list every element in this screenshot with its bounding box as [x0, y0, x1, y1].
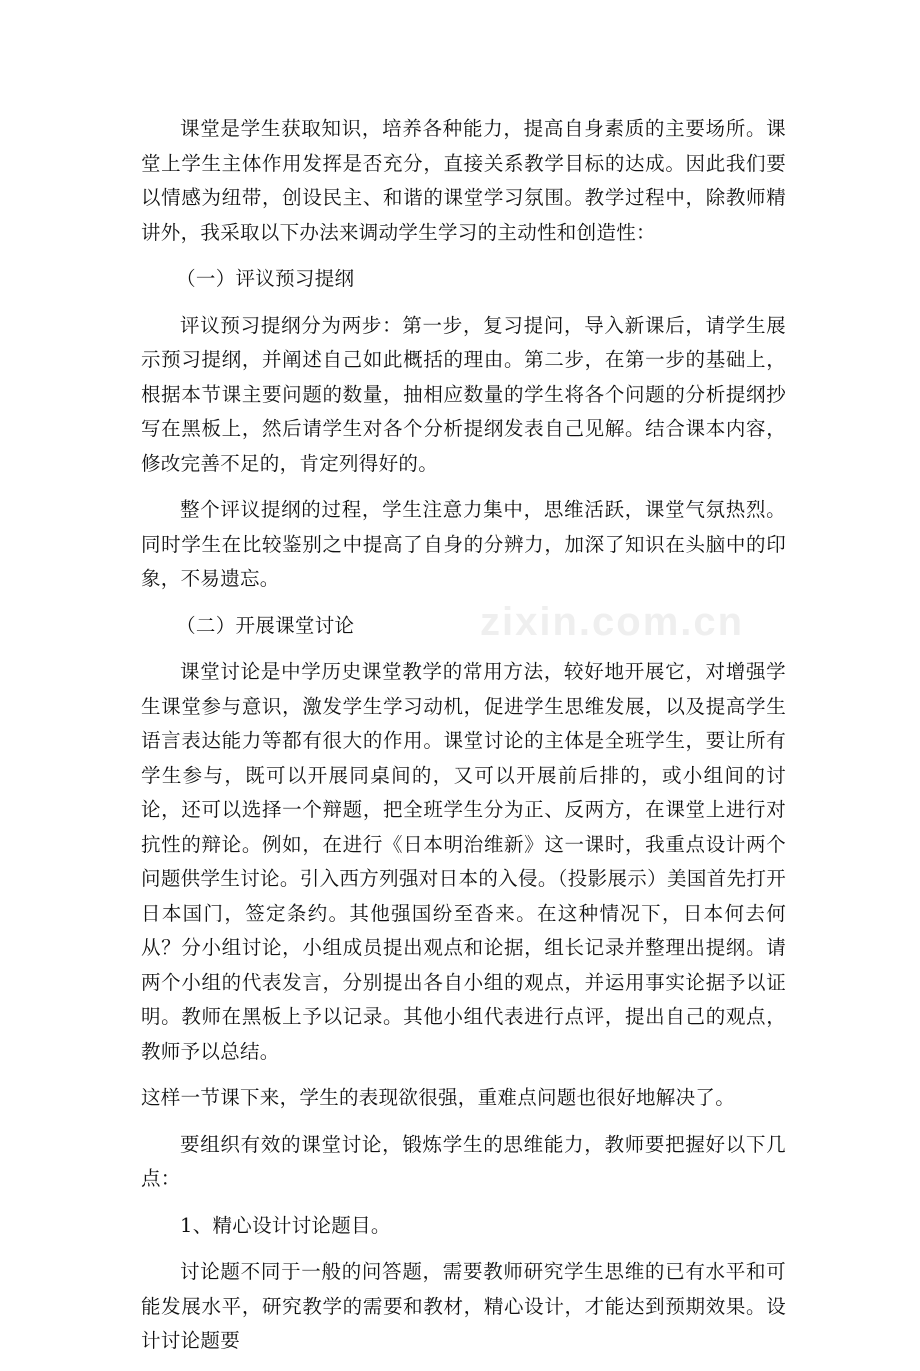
intro-paragraph: 课堂是学生获取知识，培养各种能力，提高自身素质的主要场所。课堂上学生主体作用发挥是否充分，直接关系教学目标的达成。因此我们要以情感为纽带，创设民主、和谐的课堂学习氛围。教学过程中，除教师精讲外，我采取以下办法来调动学生学习的主动性和创造性： — [141, 117, 786, 244]
section-heading-1: （一）评议预习提纲 — [176, 267, 355, 290]
document-body — [141, 112, 786, 1371]
section-heading-2: （二）开展课堂讨论 — [176, 613, 355, 637]
paragraph-discussion: 课堂讨论是中学历史课堂教学的常用方法，较好地开展它，对增强学生课堂参与意识，激发学生学习动机，促进学生思维发展，以及提高学生语言表达能力等都有很大的作用。课堂讨论的主体是全班学生，要让所有学生参与，既可以开展同桌间的，又可以开展前后排的，或小组间的讨论，还可以选择一个辩题，把全班学生分为正、反两方，在课堂上进行对抗性的辩论。例如，在进行《日本明治维新》这一课时，我重点设计两个问题供学生讨论。引入西方列强对日本的入侵。（投影展示）美国首先打开日本国门，签定条约。其他强国纷至沓来。在这种情况下，日本何去何从？分小组讨论，小组成员提出观点和论据，组长记录并整理出提纲。请两个小组的代表发言，分别提出各自小组的观点，并运用事实论据予以证明。教师在黑板上予以记录。其他小组代表进行点评，提出自己的观点，教师予以总结。 — [141, 660, 786, 1063]
paragraph-summary: 这样一节课下来，学生的表现欲很强，重难点问题也很好地解决了。 — [141, 1086, 736, 1109]
paragraph-outline-steps: 评议预习提纲分为两步：第一步，复习提问，导入新课后，请学生展示预习提纲，并阐述自己如此概括的理由。第二步，在第一步的基础上，根据本节课主要问题的数量，抽相应数量的学生将各个问题的分析提纲抄写在黑板上，然后请学生对各个分析提纲发表自己见解。结合课本内容，修改完善不足的，肯定列得好的。 — [141, 313, 786, 475]
paragraph-key-points-intro: 要组织有效的课堂讨论，锻炼学生的思维能力，教师要把握好以下几点： — [141, 1132, 786, 1190]
watermark: zixin.com.cn — [480, 600, 745, 644]
paragraph-topic-design: 讨论题不同于一般的问答题，需要教师研究学生思维的已有水平和可能发展水平，研究教学的需要和教材，精心设计，才能达到预期效果。设计讨论题要 — [141, 1260, 786, 1352]
list-item-1: 1、精心设计讨论题目。 — [180, 1213, 391, 1237]
paragraph-outline-effect: 整个评议提纲的过程，学生注意力集中，思维活跃，课堂气氛热烈。同时学生在比较鉴别之中提高了自身的分辨力，加深了知识在头脑中的印象，不易遗忘。 — [141, 498, 786, 590]
